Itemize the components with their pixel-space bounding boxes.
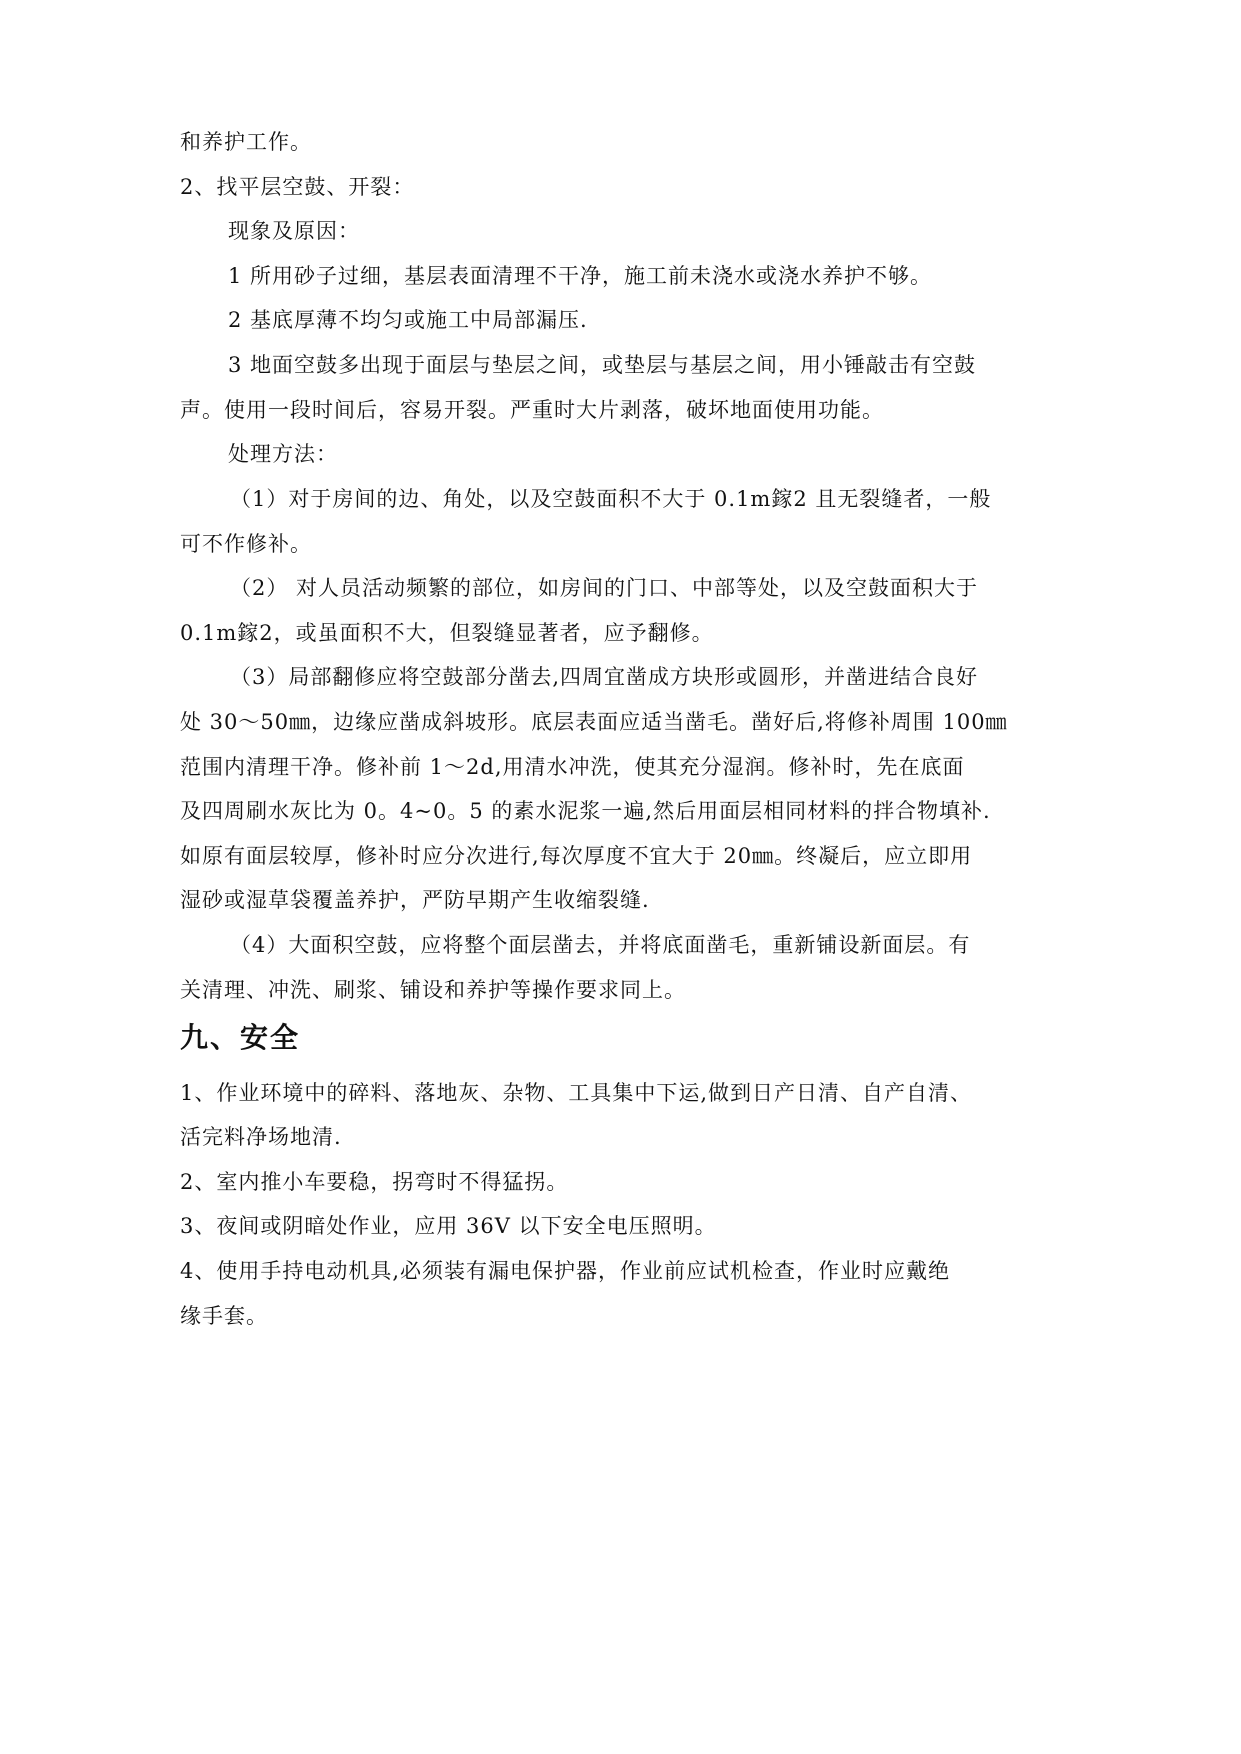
paragraph-line: 及四周刷水灰比为 0。4~0。5 的素水泥浆一遍,然后用面层相同材料的拌合物填补. [180,799,991,823]
paragraph-line: 处 30～50㎜，边缘应凿成斜坡形。底层表面应适当凿毛。凿好后,将修补周围 100㎜ [180,710,1008,734]
safety-line: 2、室内推小车要稳，拐弯时不得猛拐。 [180,1170,569,1194]
paragraph-line: 和养护工作。 [180,130,312,154]
paragraph-label: 现象及原因： [228,219,360,243]
paragraph-label: 处理方法： [228,442,338,466]
safety-line: 4、使用手持电动机具,必须装有漏电保护器，作业前应试机检查，作业时应戴绝 [180,1259,951,1283]
section-heading: 九、安全 [180,1021,301,1054]
paragraph-line: 3 地面空鼓多出现于面层与垫层之间，或垫层与基层之间，用小锤敲击有空鼓 [228,353,977,377]
safety-line: 缘手套。 [180,1304,268,1328]
paragraph-line: 关清理、冲洗、刷浆、铺设和养护等操作要求同上。 [180,978,686,1002]
paragraph-line: （2） 对人员活动频繁的部位，如房间的门口、中部等处，以及空鼓面积大于 [230,576,979,600]
paragraph-line: 声。使用一段时间后，容易开裂。严重时大片剥落，破坏地面使用功能。 [180,398,884,422]
paragraph-line: （4）大面积空鼓，应将整个面层凿去，并将底面凿毛，重新铺设新面层。有 [230,933,971,957]
safety-line: 1、作业环境中的碎料、落地灰、杂物、工具集中下运,做到日产日清、自产自清、 [180,1081,973,1105]
paragraph-line: 湿砂或湿草袋覆盖养护，严防早期产生收缩裂缝. [180,888,650,912]
paragraph-line: 如原有面层较厚，修补时应分次进行,每次厚度不宜大于 20㎜。终凝后，应立即用 [180,844,973,868]
paragraph-line: 可不作修补。 [180,532,312,556]
paragraph-line: （3）局部翻修应将空鼓部分凿去,四周宜凿成方块形或圆形，并凿进结合良好 [230,665,979,689]
safety-line: 活完料净场地清. [180,1125,342,1149]
paragraph-line: 2 基底厚薄不均匀或施工中局部漏压. [228,308,588,332]
subsection-title: 2、找平层空鼓、开裂： [180,175,415,199]
paragraph-line: 1 所用砂子过细，基层表面清理不干净，施工前未浇水或浇水养护不够。 [228,264,933,288]
paragraph-line: 范围内清理干净。修补前 1～2d,用清水冲洗，使其充分湿润。修补时，先在底面 [180,755,965,779]
paragraph-line: 0.1m鎵2，或虽面积不大，但裂缝显著者，应予翻修。 [180,621,714,645]
paragraph-line: （1）对于房间的边、角处，以及空鼓面积不大于 0.1m鎵2 且无裂缝者，一般 [230,487,992,511]
safety-line: 3、夜间或阴暗处作业，应用 36V 以下安全电压照明。 [180,1214,717,1238]
